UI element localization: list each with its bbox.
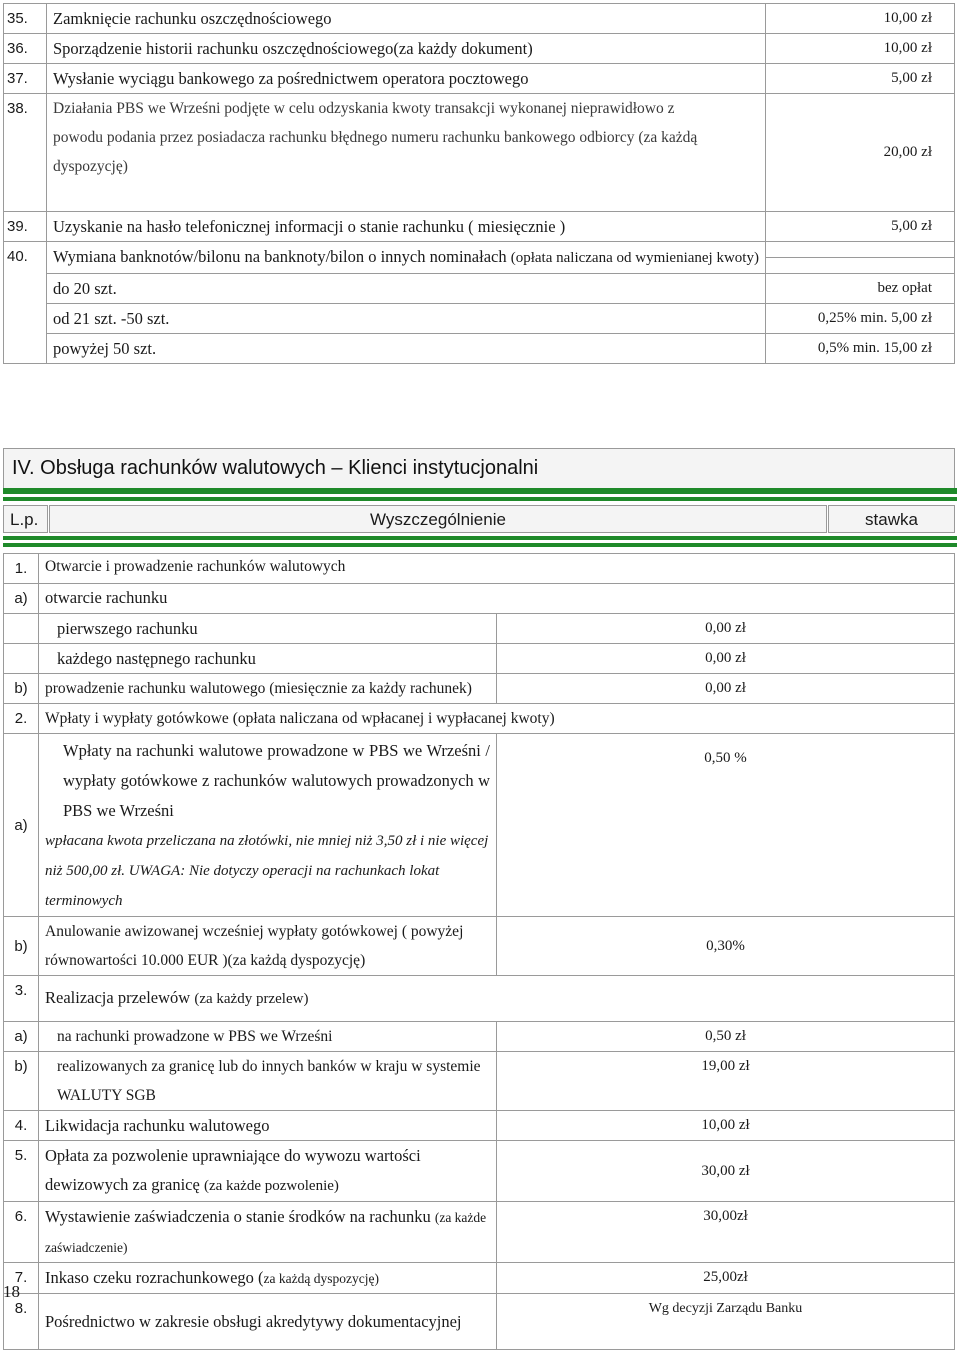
row-description: otwarcie rachunku — [39, 584, 955, 614]
row-price: 10,00 zł — [766, 34, 955, 64]
row-description-main: Realizacja przelewów — [45, 988, 191, 1007]
row-description: Otwarcie i prowadzenie rachunków walutowych — [39, 554, 955, 584]
table-row — [4, 584, 955, 614]
row-description — [39, 734, 497, 917]
table-row — [4, 554, 955, 584]
section-title-box — [3, 448, 955, 490]
row-price: 10,00 zł — [497, 1111, 955, 1141]
row-price: 0,00 zł — [497, 674, 955, 704]
sub-item-label: powyżej 50 szt. — [47, 334, 766, 364]
table-row — [4, 242, 955, 258]
row-description: pierwszego rachunku — [39, 614, 497, 644]
row-number: a) — [4, 734, 39, 917]
green-divider — [3, 536, 957, 540]
row-number: 7. — [4, 1263, 39, 1294]
green-divider — [3, 488, 957, 494]
row-number: 40. — [4, 242, 47, 364]
header-lp: L.p. — [3, 505, 48, 533]
table-row — [4, 1202, 955, 1263]
row-number: 5. — [4, 1141, 39, 1202]
green-divider — [3, 543, 957, 547]
table-row — [4, 274, 955, 304]
row-description: prowadzenie rachunku walutowego (miesięcznie za każdy rachunek) — [39, 674, 497, 704]
fx-accounts-fee-table — [3, 553, 955, 1350]
row-price: 10,00 zł — [766, 4, 955, 34]
row-description: Zamknięcie rachunku oszczędnościowego — [47, 4, 766, 34]
row-description-note: (za każde zaświadczenie) — [45, 1210, 487, 1255]
row-price: 0,00 zł — [497, 644, 955, 674]
row-description-main: Opłata za pozwolenie uprawniające do wywozu wartości dewizowych za granicę — [45, 1146, 421, 1194]
table-row — [4, 1294, 955, 1350]
row-number: 35. — [4, 4, 47, 34]
row-description — [39, 1141, 497, 1202]
row-price: 0,50 % — [497, 734, 955, 917]
table-row — [4, 704, 955, 734]
row-number: 37. — [4, 64, 47, 94]
row-description: Działania PBS we Wrześni podjęte w celu odzyskania kwoty transakcji wykonanej nieprawidłowo z powodu podania przez posiadacza rachunku błędnego numeru rachunku bankowego odbiorcy (za każdą dyspozycję) — [47, 94, 766, 212]
row-number: 3. — [4, 976, 39, 1022]
table-row — [4, 1263, 955, 1294]
row-description-note: za każdą dyspozycję) — [263, 1271, 379, 1286]
row-price: 19,00 zł — [497, 1052, 955, 1111]
green-divider — [3, 497, 957, 501]
row-description-main: Inkaso czeku rozrachunkowego ( — [45, 1268, 264, 1287]
table-row — [4, 976, 955, 1022]
table-row — [4, 304, 955, 334]
row-description: każdego następnego rachunku — [39, 644, 497, 674]
row-price: 0,30% — [497, 917, 955, 976]
row-description: Anulowanie awizowanej wcześniej wypłaty gotówkowej ( powyżej równowartości 10.000 EUR )(za każdą dyspozycję) — [39, 917, 497, 976]
sub-item-label: od 21 szt. -50 szt. — [47, 304, 766, 334]
row-price: 20,00 zł — [766, 94, 955, 212]
row-number: 8. — [4, 1294, 39, 1350]
table-row — [4, 734, 955, 917]
row-price: 0,50 zł — [497, 1022, 955, 1052]
row-description: na rachunki prowadzone w PBS we Wrześni — [39, 1022, 497, 1052]
row-number: 6. — [4, 1202, 39, 1263]
row-price: Wg decyzji Zarządu Banku — [497, 1294, 955, 1350]
header-description: Wyszczególnienie — [49, 505, 827, 533]
row-price-empty — [766, 242, 955, 258]
row-description-main: Wpłaty na rachunki walutowe prowadzone w PBS we Wrześni / wypłaty gotówkowe z rachunków walutowych prowadzonych w PBS we Wrześni — [63, 741, 490, 820]
table-row — [4, 1141, 955, 1202]
row-description: Uzyskanie na hasło telefonicznej informacji o stanie rachunku ( miesięcznie ) — [47, 212, 766, 242]
row-price: 5,00 zł — [766, 64, 955, 94]
table-row — [4, 614, 955, 644]
column-header-row — [3, 505, 955, 533]
row-number: 1. — [4, 554, 39, 584]
row-number: b) — [4, 1052, 39, 1111]
row-number-empty — [4, 614, 39, 644]
header-rate: stawka — [828, 505, 955, 533]
table-row — [4, 64, 955, 94]
row-description: Pośrednictwo w zakresie obsługi akredytywy dokumentacyjnej — [39, 1294, 497, 1350]
table-row — [4, 94, 955, 212]
row-description: Sporządzenie historii rachunku oszczędnościowego(za każdy dokument) — [47, 34, 766, 64]
row-description: realizowanych za granicę lub do innych banków w kraju w systemie WALUTY SGB — [39, 1052, 497, 1111]
row-description-main: Wymiana banknotów/bilonu na banknoty/bilon o innych nominałach — [53, 247, 507, 266]
row-price: 0,00 zł — [497, 614, 955, 644]
table-row — [4, 4, 955, 34]
row-description: Wpłaty i wypłaty gotówkowe (opłata naliczana od wpłacanej i wypłacanej kwoty) — [39, 704, 955, 734]
row-description-note: (za każdy przelew) — [194, 991, 309, 1007]
sub-item-price: bez opłat — [766, 274, 955, 304]
row-price: 30,00zł — [497, 1202, 955, 1263]
row-description: Likwidacja rachunku walutowego — [39, 1111, 497, 1141]
row-description-main: Wystawienie zaświadczenia o stanie środków na rachunku — [45, 1207, 431, 1226]
row-description-note: (opłata naliczana od wymienianej kwoty) — [510, 250, 759, 266]
row-number: a) — [4, 1022, 39, 1052]
fee-table-continued — [3, 3, 955, 364]
row-number: 2. — [4, 704, 39, 734]
row-description — [39, 976, 955, 1022]
table-row — [4, 1052, 955, 1111]
row-description — [39, 1263, 497, 1294]
table-row — [4, 1022, 955, 1052]
row-number: 38. — [4, 94, 47, 212]
sub-item-price: 0,5% min. 15,00 zł — [766, 334, 955, 364]
row-number: 4. — [4, 1111, 39, 1141]
row-description-note: wpłacana kwota przeliczana na złotówki, nie mniej niż 3,50 zł i nie więcej niż 500,00 zł. UWAGA: Nie dotyczy operacji na rachunkach lokat terminowych — [45, 833, 489, 909]
row-description — [39, 1202, 497, 1263]
row-description — [47, 242, 766, 274]
table-row — [4, 674, 955, 704]
table-row — [4, 644, 955, 674]
sub-item-label: do 20 szt. — [47, 274, 766, 304]
sub-item-price: 0,25% min. 5,00 zł — [766, 304, 955, 334]
table-row — [4, 34, 955, 64]
row-price: 25,00zł — [497, 1263, 955, 1294]
table-row — [4, 334, 955, 364]
row-price: 5,00 zł — [766, 212, 955, 242]
row-number: 36. — [4, 34, 47, 64]
row-number-empty — [4, 644, 39, 674]
section-title: IV. Obsługa rachunków walutowych – Klienci instytucjonalni — [12, 457, 539, 479]
page-number: 18 — [3, 1282, 20, 1301]
row-price-empty — [766, 258, 955, 274]
row-number: b) — [4, 917, 39, 976]
table-row — [4, 212, 955, 242]
row-number: a) — [4, 584, 39, 614]
table-row — [4, 1111, 955, 1141]
table-row — [4, 917, 955, 976]
row-number: 39. — [4, 212, 47, 242]
row-description: Wysłanie wyciągu bankowego za pośrednictwem operatora pocztowego — [47, 64, 766, 94]
row-price: 30,00 zł — [497, 1141, 955, 1202]
row-description-note: (za każde pozwolenie) — [203, 1178, 339, 1194]
row-number: b) — [4, 674, 39, 704]
